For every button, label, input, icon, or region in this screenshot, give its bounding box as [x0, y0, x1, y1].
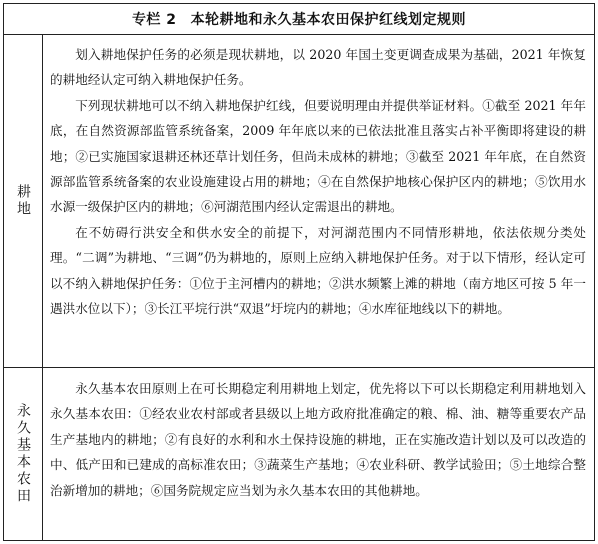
section-label: 耕地	[15, 183, 31, 218]
paragraph: 在不妨碍行洪安全和供水安全的前提下，对河湖范围内不同情形耕地，依法依规分类处理。“二调”为耕地、“三调”仍为耕地的，原则上应纳入耕地保护任务。对于以下情形，经认定可以不纳入耕地保护任务：①位于主河槽内的耕地；②洪水频繁上滩的耕地（南方地区可按 5 年一遇洪水位以下）；③长江平垸行洪“双退”圩垸内的耕地；④水库征地线以下的耕地。	[50, 224, 586, 317]
column-label: 专栏 2	[131, 12, 177, 28]
rules-table	[3, 3, 595, 541]
section-content	[50, 368, 586, 540]
paragraph: 划入耕地保护任务的必须是现状耕地，以 2020 年国土变更调查成果为基础，2021 年恢复的耕地经认定可纳入耕地保护任务。	[50, 47, 586, 88]
section-label-cell	[4, 368, 43, 540]
permanent-farmland-section	[4, 368, 594, 540]
section-label: 永久基本农田	[15, 403, 31, 505]
paragraph: 下列现状耕地可以不纳入耕地保护红线，但要说明理由并提供举证材料。①截至 2021 年年底，在自然资源部监管系统备案，2009 年年底以来的已依法批准且落实占补平衡即将建设的耕地；②已实施国家退耕还林还草计划任务，但尚未成林的耕地；③截至 2021 年年底，在自然资源部监管系统备案的农业设施建设占用的耕地；④在自然保护地核心保护区内的耕地；⑤饮用水水源一级保护区内的耕地；⑥河湖范围内经认定需退出的耕地。	[50, 97, 586, 215]
table-title	[4, 4, 594, 35]
paragraph: 永久基本农田原则上在可长期稳定利用耕地上划定，优先将以下可以长期稳定利用耕地划入永久基本农田：①经农业农村部或者县级以上地方政府批准确定的粮、棉、油、糖等重要农产品生产基地内的耕地；②有良好的水利和水土保持设施的耕地，正在实施改造计划以及可以改造的中、低产田和已建成的高标准农田；③蔬菜生产基地；④农业科研、教学试验田；⑤土地综合整治新增加的耕地；⑥国务院规定应当划为永久基本农田的其他耕地。	[50, 381, 586, 498]
title-text: 本轮耕地和永久基本农田保护红线划定规则	[190, 12, 467, 28]
section-label-cell	[4, 34, 43, 367]
section-content	[50, 34, 586, 367]
cultivated-land-section	[4, 34, 594, 368]
